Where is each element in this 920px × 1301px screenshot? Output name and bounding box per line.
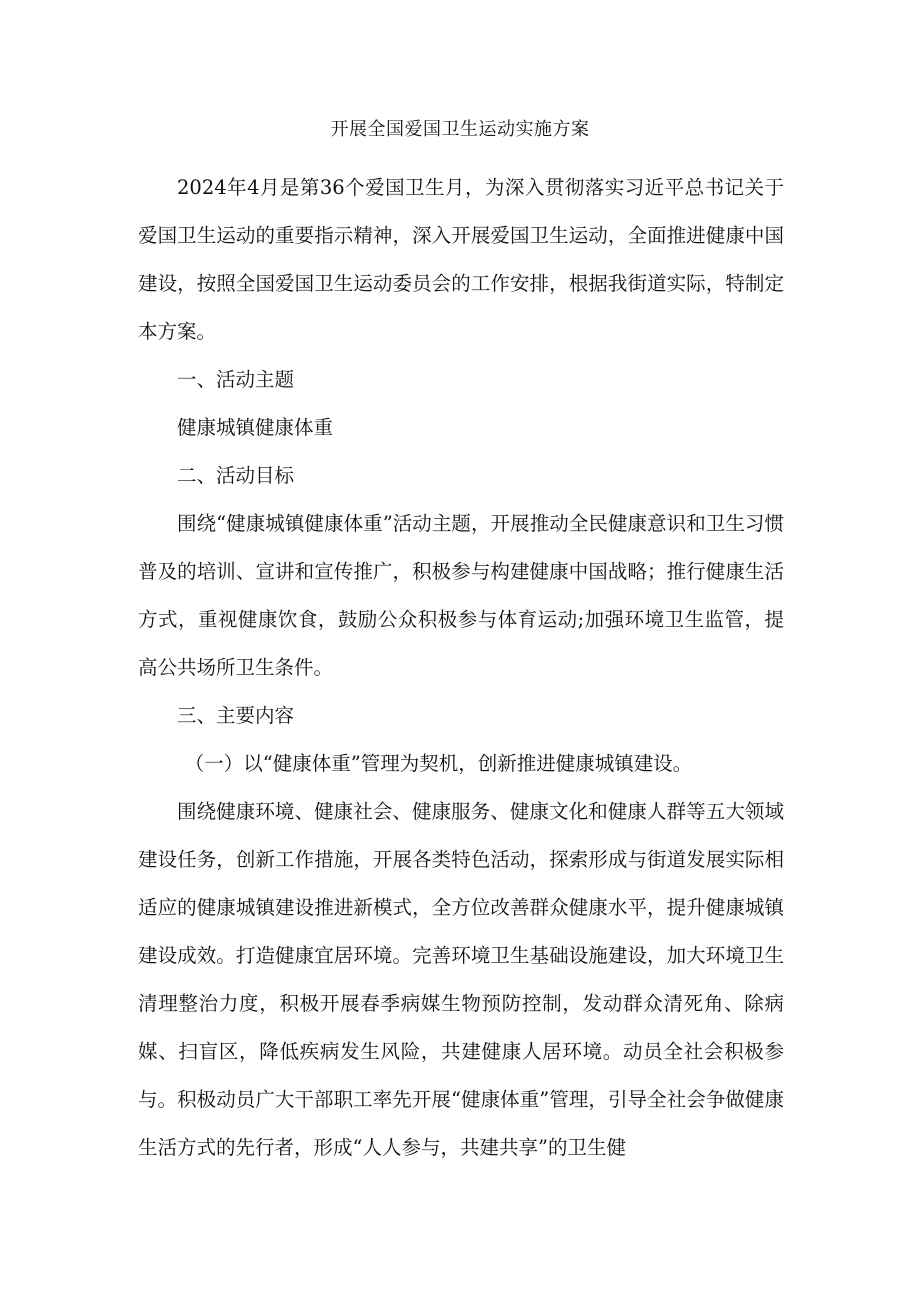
section-heading-theme: 一、活动主题 [177,368,295,391]
goals-paragraph: 围绕“健康城镇健康体重”活动主题，开展推动全民健康意识和卫生习惯普及的培训、宣讲和宣传推广，积极参与构建健康中国战略；推行健康生活方式，重视健康饮食，鼓励公众积极参与体育运动;加强环境卫生监管，提高公共场所卫生条件。 [138,512,784,679]
theme-paragraph: 健康城镇健康体重 [177,416,334,439]
document-title: 开展全国爱国卫生运动实施方案 [330,119,590,140]
content-paragraph: 围绕健康环境、健康社会、健康服务、健康文化和健康人群等五大领域建设任务，创新工作措施，开展各类特色活动，探索形成与街道发展实际相适应的健康城镇建设推进新模式，全方位改善群众健康水平，提升健康城镇建设成效。打造健康宜居环境。完善环境卫生基础设施建设，加大环境卫生清理整治力度，积极开展春季病媒生物预防控制，发动群众清死角、除病媒、扫盲区，降低疾病发生风险，共建健康人居环境。动员全社会积极参与。积极动员广大干部职工率先开展“健康体重”管理，引导全社会争做健康生活方式的先行者，形成“人人参与，共建共享”的卫生健 [138,800,784,1159]
section-heading-goals: 二、活动目标 [177,464,295,487]
section-heading-content: 三、主要内容 [177,704,295,727]
document-body [138,164,784,1172]
subsection-heading-1: （一）以“健康体重”管理为契机，创新推进健康城镇建设。 [184,752,693,775]
intro-paragraph: 2024年4月是第36个爱国卫生月，为深入贯彻落实习近平总书记关于爱国卫生运动的重要指示精神，深入开展爱国卫生运动，全面推进健康中国建设，按照全国爱国卫生运动委员会的工作安排，根据我街道实际，特制定本方案。 [138,176,784,343]
